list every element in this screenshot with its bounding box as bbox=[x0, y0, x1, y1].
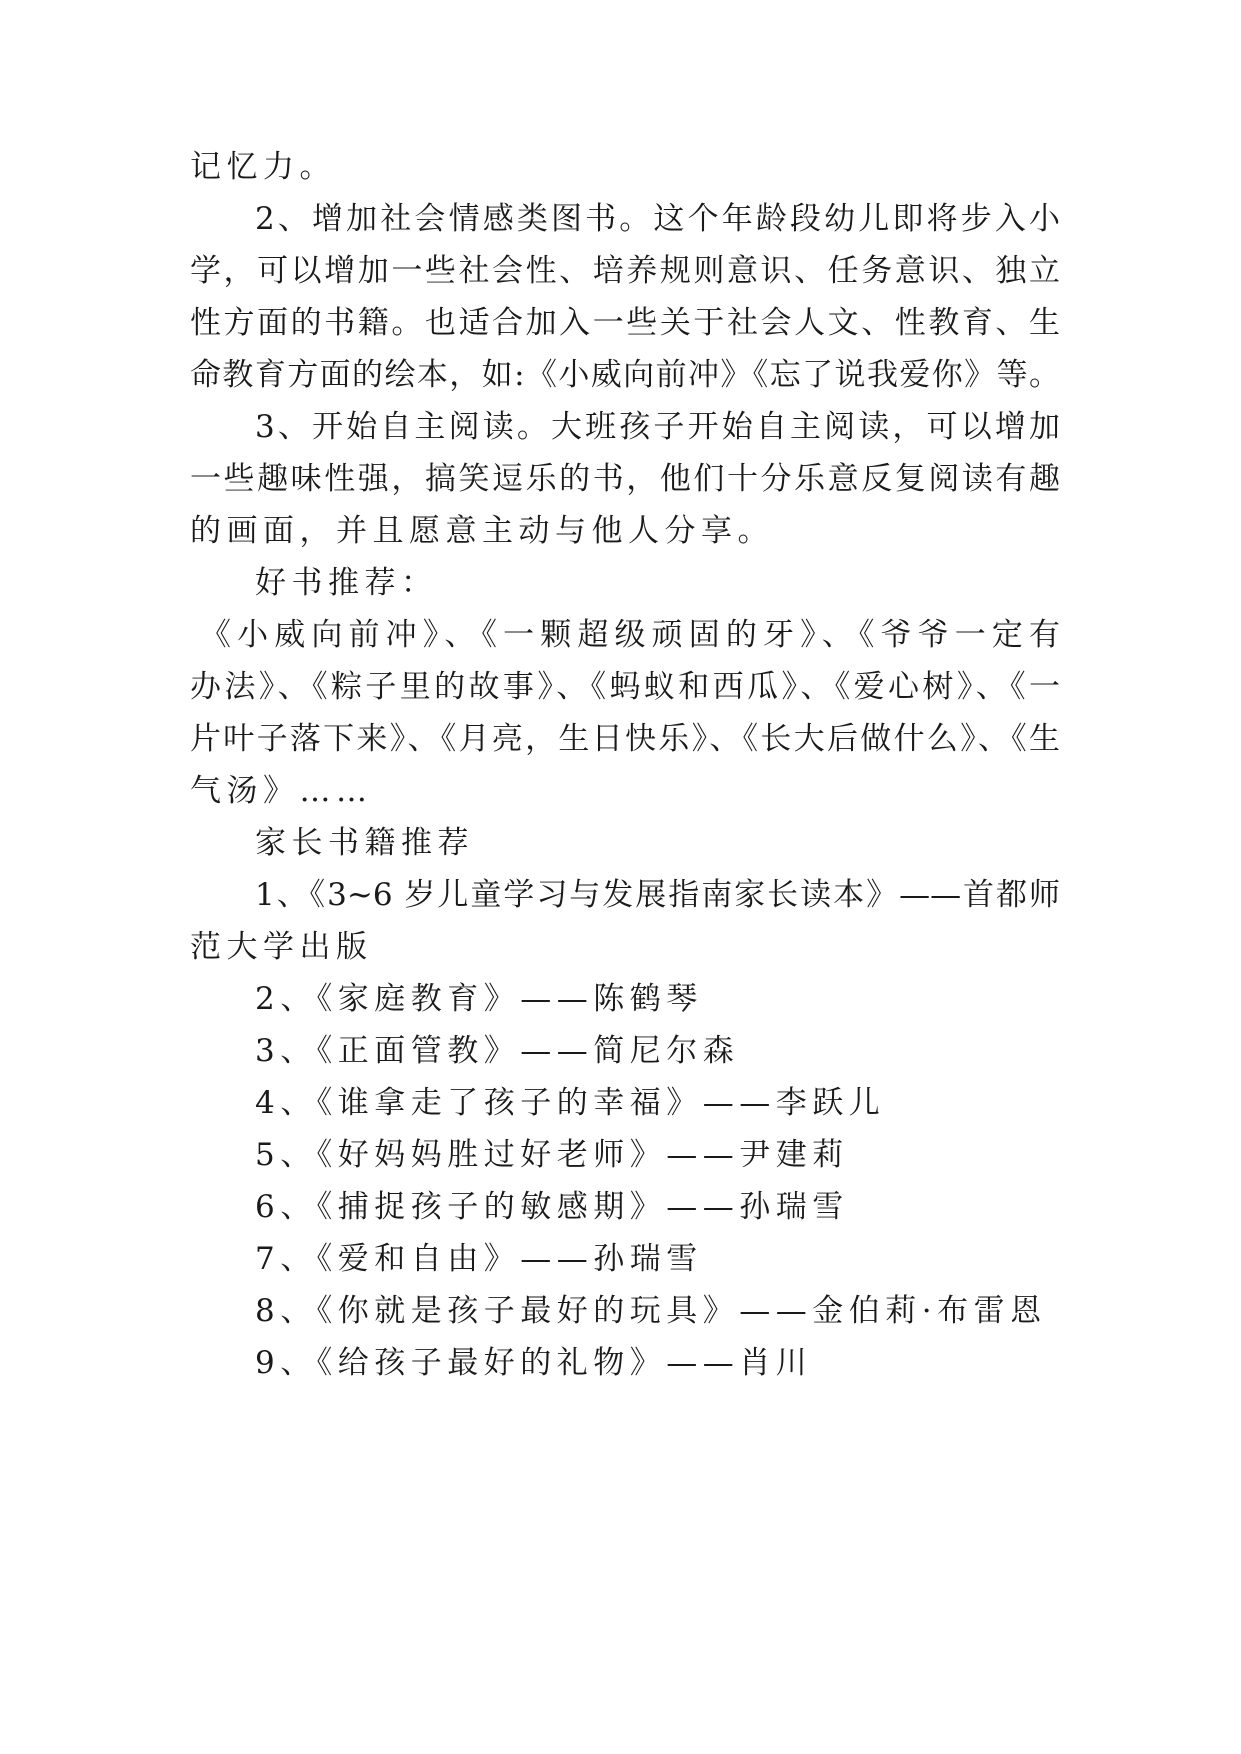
list-item: 7、《爱和自由》——孙瑞雪 bbox=[255, 1241, 703, 1277]
list-item: 9、《给孩子最好的礼物》——肖川 bbox=[255, 1345, 813, 1381]
list-item: 8、《你就是孩子最好的玩具》——金伯莉·布雷恩 bbox=[255, 1293, 1047, 1329]
text-line: 《小威向前冲》、《一颗超级顽固的牙》、《爷爷一定有 bbox=[200, 617, 1060, 653]
text-line: 学，可以增加一些社会性、培养规则意识、任务意识、独立 bbox=[190, 253, 1060, 289]
text-line: 的画面，并且愿意主动与他人分享。 bbox=[190, 513, 774, 549]
section-heading: 好书推荐： bbox=[255, 565, 438, 601]
text-line: 2、增加社会情感类图书。这个年龄段幼儿即将步入小 bbox=[255, 201, 1060, 237]
section-heading: 家长书籍推荐 bbox=[255, 825, 474, 861]
list-item: 5、《好妈妈胜过好老师》——尹建莉 bbox=[255, 1137, 849, 1173]
text-line: 性方面的书籍。也适合加入一些关于社会人文、性教育、生 bbox=[190, 305, 1060, 341]
list-item: 3、《正面管教》——简尼尔森 bbox=[255, 1033, 740, 1069]
text-line: 3、开始自主阅读。大班孩子开始自主阅读，可以增加 bbox=[255, 409, 1060, 445]
text-line: 片叶子落下来》、《月亮，生日快乐》、《长大后做什么》、《生 bbox=[190, 721, 1060, 757]
text-line: 气汤》…… bbox=[190, 773, 373, 809]
text-line: 记忆力。 bbox=[190, 149, 336, 185]
text-line: 命教育方面的绘本，如:《小威向前冲》《忘了说我爱你》等。 bbox=[190, 357, 1060, 393]
list-item: 1、《3~6 岁儿童学习与发展指南家长读本》——首都师 bbox=[255, 877, 1060, 913]
text-line: 办法》、《粽子里的故事》、《蚂蚁和西瓜》、《爱心树》、《一 bbox=[190, 669, 1060, 705]
text-line: 一些趣味性强，搞笑逗乐的书，他们十分乐意反复阅读有趣 bbox=[190, 461, 1060, 497]
list-item: 6、《捕捉孩子的敏感期》——孙瑞雪 bbox=[255, 1189, 849, 1225]
list-item: 2、《家庭教育》——陈鹤琴 bbox=[255, 981, 703, 1017]
list-item: 4、《谁拿走了孩子的幸福》——李跃儿 bbox=[255, 1085, 886, 1121]
list-item-continuation: 范大学出版 bbox=[190, 929, 373, 965]
